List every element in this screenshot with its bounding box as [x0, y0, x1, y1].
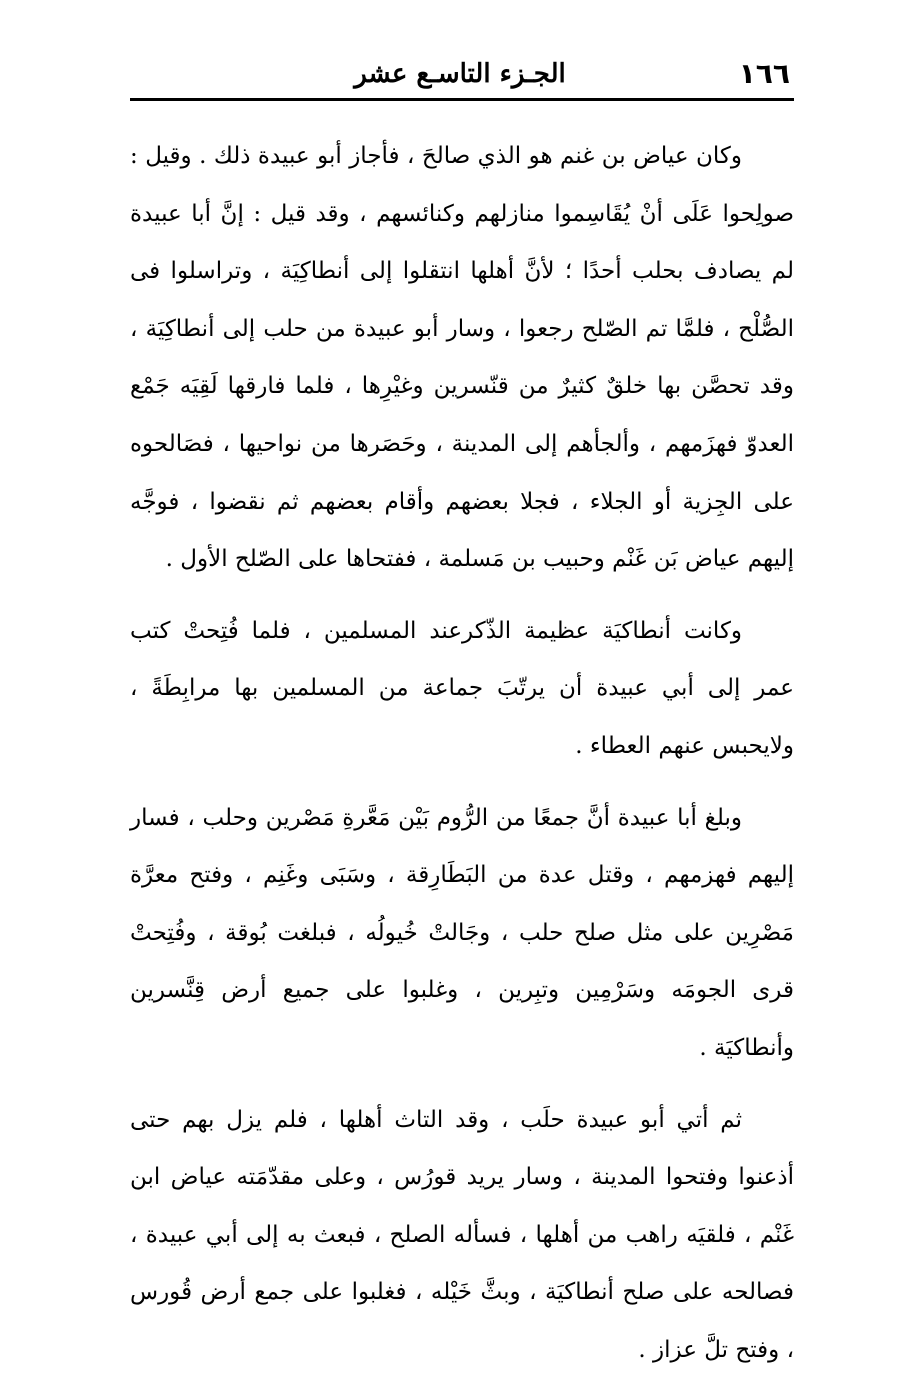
paragraph-4: ثم أتي أبو عبيدة حلَب ، وقد التاث أهلها ، فلم يزل بهم حتى أذعنوا وفتحوا المدينة ، وسار يريد قورُس ، وعلى مقدّمَته عياض ابن غَنْم ، فلقيَه راهب من أهلها ، فسأله الصلح ، فبعث به إلى أبي عبيدة ، فصالحه على صلح أنطاكيَة ، وبثَّ خَيْله ، فغلبوا على جمع أرض قُورس ، وفتح تلَّ عزاز . [130, 1092, 794, 1379]
paragraph-2: وكانت أنطاكيَة عظيمة الذّكرعند المسلمين ، فلما فُتِحتْ كتب عمر إلى أبي عبيدة أن يرتّبَ جماعة من المسلمين بها مرابِطَةً ، ولايحبس عنهم العطاء . [130, 603, 794, 776]
header-rule [130, 98, 794, 101]
paragraph-1: وكان عياض بن غنم هو الذي صالحَ ، فأجاز أبو عبيدة ذلك . وقيل : صولِحوا عَلَى أنْ يُقَاسِموا منازلهم وكنائسهم ، وقد قيل : إنَّ أبا عبيدة لم يصادف بحلب أحدًا ؛ لأنَّ أهلها انتقلوا إلى أنطاكِيَة ، وتراسلوا فى الصُّلْح ، فلمَّا تم الصّلح رجعوا ، وسار أبو عبيدة من حلب إلى أنطاكِيَة ، وقد تحصَّن بها خلقٌ كثيرٌ من قنّسرين وغيْرِها ، فلما فارقها لَقِيَه جَمْع العدوّ فهزَمهم ، وألجأهم إلى المدينة ، وحَصَرها من نواحيها ، فصَالحوه على الجِزية أو الجلاء ، فجلا بعضهم وأقام بعضهم ثم نقضوا ، فوجَّه إليهم عياض بَن غَنْم وحبيب بن مَسلمة ، ففتحاها على الصّلح الأول . [130, 128, 794, 589]
paragraph-3: وبلغ أبا عبيدة أنَّ جمعًا من الرُّوم بَيْن مَعَّرةِ مَصْرين وحلب ، فسار إليهم فهزمهم ، وقتل عدة من البَطَارِقة ، وسَبَى وغَنِم ، وفتح معرَّة مَصْرِين على مثل صلح حلب ، وجَالتْ خُيولُه ، فبلغت بُوقة ، وفُتِحتْ قرى الجومَه وسَرْمِين وتبِرين ، وغلبوا على جميع أرض قِنَّسرين وأنطاكيَة . [130, 790, 794, 1078]
body-text [130, 128, 794, 1379]
page-number: ١٦٦ [739, 56, 790, 92]
running-title: الجـزء التاسـع عشر [130, 56, 790, 92]
page-header [130, 52, 790, 96]
